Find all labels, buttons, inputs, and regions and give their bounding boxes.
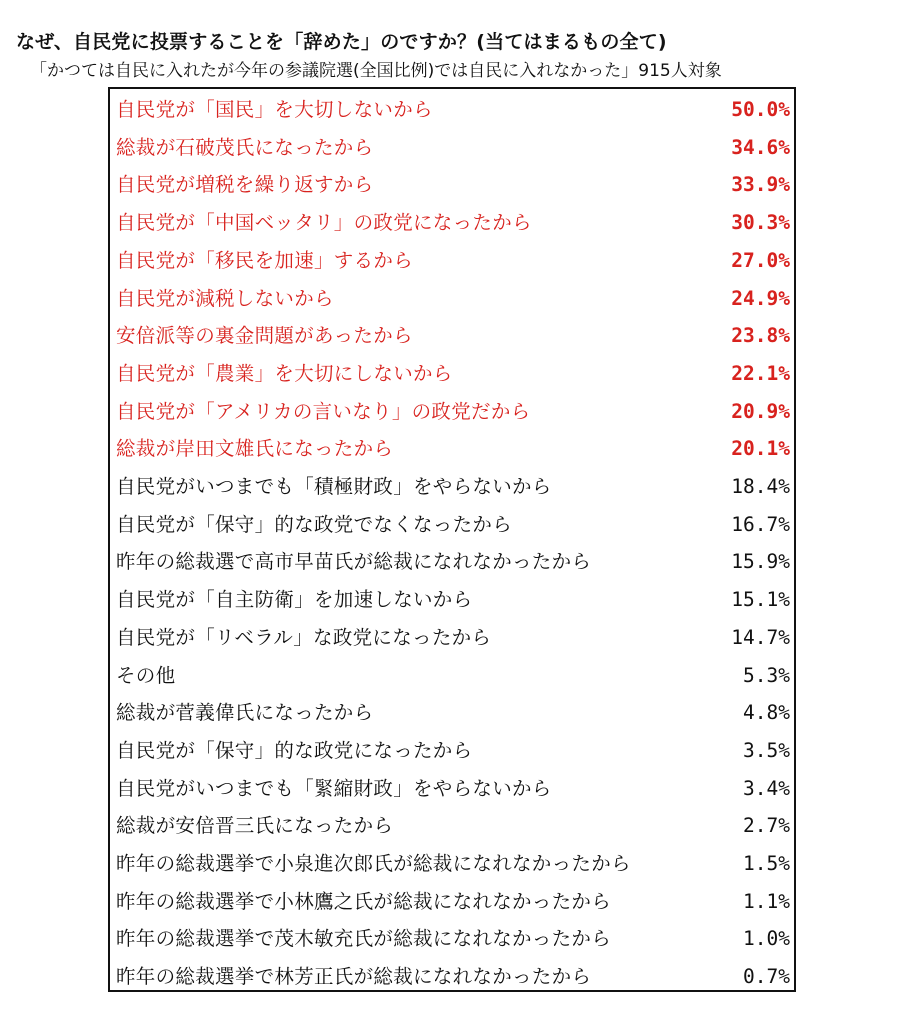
- table-row: [110, 657, 794, 695]
- row-label: 自民党が「国民」を大切しないから: [116, 98, 433, 121]
- row-value: 50.0%: [731, 98, 790, 121]
- row-label: 昨年の総裁選挙で林芳正氏が総裁になれなかったから: [116, 965, 592, 989]
- chart-title: なぜ、自民党に投票することを「辞めた」のですか？(当てはまるもの全て): [16, 31, 667, 53]
- row-value: 4.8%: [743, 701, 790, 725]
- row-value: 20.1%: [731, 437, 790, 461]
- table-row: [110, 883, 794, 921]
- row-label: 自民党が「自主防衛」を加速しないから: [116, 588, 473, 612]
- row-label: 総裁が安倍晋三氏になったから: [116, 814, 394, 838]
- row-value: 20.9%: [731, 399, 790, 423]
- table-row: [110, 920, 794, 958]
- table-row: [110, 129, 794, 167]
- table-row: [110, 958, 794, 996]
- row-label: 総裁が岸田文雄氏になったから: [116, 437, 394, 461]
- row-value: 0.7%: [743, 965, 790, 989]
- table-row: [110, 807, 794, 845]
- row-label: 自民党が減税しないから: [116, 286, 334, 310]
- row-value: 16.7%: [731, 512, 790, 536]
- row-value: 15.9%: [731, 550, 790, 574]
- row-value: 14.7%: [731, 625, 790, 649]
- row-value: 2.7%: [743, 814, 790, 838]
- row-label: その他: [116, 663, 176, 687]
- row-value: 22.1%: [731, 361, 790, 385]
- row-value: 3.5%: [743, 738, 790, 762]
- table-row: [110, 619, 794, 657]
- row-label: 自民党がいつまでも「積極財政」をやらないから: [116, 475, 552, 498]
- row-label: 自民党が「リベラル」な政党になったから: [116, 625, 492, 649]
- row-value: 30.3%: [731, 211, 790, 235]
- row-value: 3.4%: [743, 776, 790, 800]
- chart-subtitle: 「かつては自民に入れたが今年の参議院選(全国比例)では自民に入れなかった」915人対象: [30, 61, 722, 81]
- row-label: 自民党が「移民を加速」するから: [116, 248, 414, 272]
- row-label: 自民党が「保守」的な政党になったから: [116, 738, 473, 762]
- table-row: [110, 468, 794, 506]
- table-row: [110, 770, 794, 808]
- row-label: 自民党が「アメリカの言いなり」の政党だから: [116, 399, 531, 423]
- table-row: [110, 91, 794, 129]
- table-row: [110, 581, 794, 619]
- row-label: 総裁が石破茂氏になったから: [116, 135, 374, 159]
- table-row: [110, 694, 794, 732]
- row-value: 24.9%: [731, 286, 790, 310]
- row-value: 23.8%: [731, 324, 790, 348]
- row-label: 昨年の総裁選で高市早苗氏が総裁になれなかったから: [116, 550, 592, 574]
- row-label: 自民党が増税を繰り返すから: [116, 173, 374, 197]
- row-value: 1.1%: [743, 889, 790, 913]
- table-row: [110, 506, 794, 544]
- table-row: [110, 317, 794, 355]
- table-row: [110, 732, 794, 770]
- table-row: [110, 280, 794, 318]
- table-row: [110, 166, 794, 204]
- row-label: 総裁が菅義偉氏になったから: [116, 701, 374, 725]
- row-value: 33.9%: [731, 173, 790, 197]
- row-label: 自民党が「中国ベッタリ」の政党になったから: [116, 211, 532, 235]
- table-row: [110, 430, 794, 468]
- table-row: [110, 204, 794, 242]
- row-value: 1.5%: [743, 852, 790, 875]
- table-row: [110, 393, 794, 431]
- row-value: 1.0%: [743, 927, 790, 951]
- table-row: [110, 355, 794, 393]
- row-label: 昨年の総裁選挙で小林鷹之氏が総裁になれなかったから: [116, 889, 612, 913]
- row-value: 5.3%: [743, 663, 790, 687]
- row-value: 27.0%: [731, 248, 790, 272]
- row-label: 昨年の総裁選挙で小泉進次郎氏が総裁になれなかったから: [116, 852, 631, 875]
- row-label: 自民党がいつまでも「緊縮財政」をやらないから: [116, 776, 552, 800]
- row-label: 自民党が「農業」を大切にしないから: [116, 361, 453, 385]
- table-row: [110, 242, 794, 280]
- row-value: 15.1%: [731, 588, 790, 612]
- table-row: [110, 543, 794, 581]
- row-label: 安倍派等の裏金問題があったから: [116, 324, 413, 348]
- results-table: [108, 87, 796, 992]
- table-row: [110, 845, 794, 883]
- row-value: 34.6%: [731, 135, 790, 159]
- row-value: 18.4%: [731, 475, 790, 498]
- row-label: 昨年の総裁選挙で茂木敏充氏が総裁になれなかったから: [116, 927, 612, 951]
- row-label: 自民党が「保守」的な政党でなくなったから: [116, 512, 513, 536]
